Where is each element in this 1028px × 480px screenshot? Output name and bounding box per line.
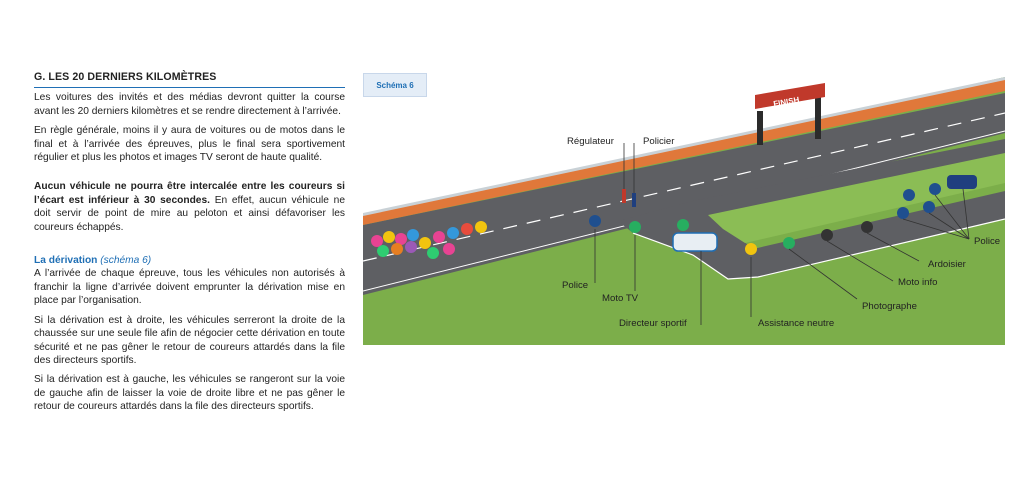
paragraph-derivation-arrivee: A l’arrivée de chaque épreuve, tous les véhicules non autorisés à franchir la ligne d’arrivée doivent emprunter la dérivation mise en place par l’organisation. <box>34 268 345 307</box>
text-column <box>34 71 345 420</box>
label-regulateur: Régulateur <box>567 136 614 147</box>
paragraph-aucun-vehicule-bold: Aucun véhicule ne pourra être intercalée entre les coureurs si l’écart est inférieur à 30 secondes. <box>34 181 345 206</box>
label-photographe: Photographe <box>862 301 917 312</box>
label-assistance-neutre: Assistance neutre <box>758 318 835 329</box>
paragraph-aucun-vehicule <box>34 180 345 234</box>
label-directeur-sportif: Directeur sportif <box>619 318 687 329</box>
finish-text: FINISH <box>772 95 801 109</box>
derivation-heading-text: La dérivation <box>34 255 98 267</box>
label-police-left: Police <box>562 280 589 291</box>
label-moto-info: Moto info <box>898 277 938 288</box>
label-moto-tv: Moto TV <box>602 293 639 304</box>
section-title: G. LES 20 DERNIERS KILOMÈTRES <box>34 71 345 88</box>
label-policier: Policier <box>643 136 675 147</box>
derivation-heading <box>34 254 345 267</box>
label-police-right: Police <box>974 236 1001 247</box>
paragraph-aucun-vehicule-rest: En effet, aucun véhicule ne doit servir de point de mire au peloton et ainsi défavoriser les coureurs échappés. <box>34 194 345 233</box>
derivation-heading-ref: (schéma 6) <box>100 255 152 267</box>
paragraph-invites: Les voitures des invités et des médias devront quitter la course avant les 20 derniers kilomètres et se rendre directement à l’arrivée. <box>34 92 345 117</box>
paragraph-derivation-gauche: Si la dérivation est à gauche, les véhicules se rangeront sur la voie de gauche afin de laisser la voie de droite libre et ne pas gêner le retour de coureurs attardés dans la file des directeurs sportifs. <box>34 374 345 413</box>
paragraph-regle-generale: En règle générale, moins il y aura de voitures ou de motos dans le final et à l’arrivée des épreuves, plus le final sera sportivement régulier et plus les photos et images TV seront de haute qualité. <box>34 125 345 164</box>
schema-badge: Schéma 6 <box>363 73 427 97</box>
label-ardoisier: Ardoisier <box>928 259 966 270</box>
paragraph-derivation-droite: Si la dérivation est à droite, les véhicules serreront la droite de la chaussée sur une seule file afin de négocier cette dérivation en toute sécurité et ne pas gêner le retour de coureurs attardés dans la file des directeurs sportifs. <box>34 314 345 366</box>
